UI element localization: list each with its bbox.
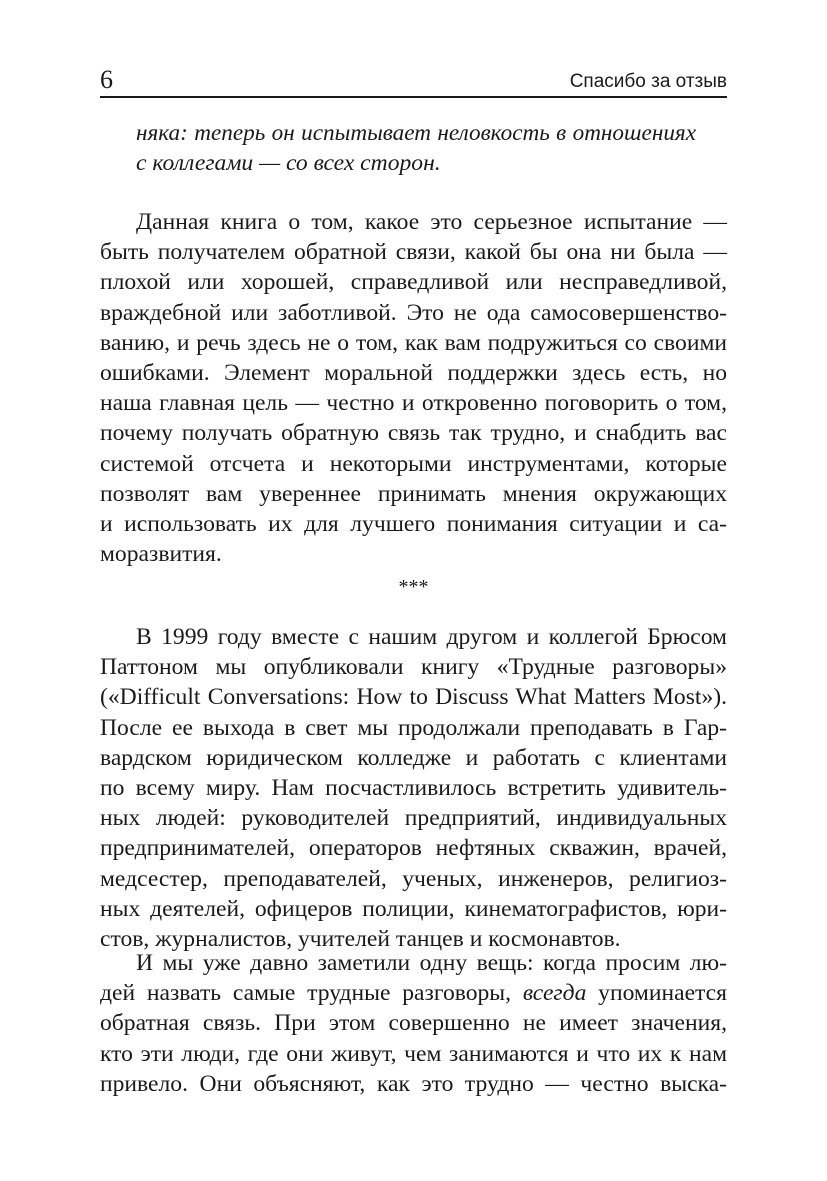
- text-line: моразвития.: [100, 541, 222, 568]
- text-line: почему получать обратную связь так трудно, и снабдить вас: [100, 420, 727, 447]
- text-line: стов, журналистов, учителей танцев и космонавтов.: [100, 925, 621, 952]
- text-line: кто эти люди, где они живут, чем занимаются и что их к нам: [100, 1040, 727, 1067]
- text-line: с коллегами — со всех сторон.: [136, 150, 441, 177]
- quote-block: [136, 118, 696, 178]
- text-line: привело. Они объясняют, как это трудно — честно выска-: [100, 1070, 727, 1097]
- paragraph-book-purpose: [100, 207, 727, 569]
- text-fragment: упоминается: [586, 980, 727, 1007]
- text-line: ванию, и речь здесь не о том, как вам подружиться со своими: [100, 329, 727, 356]
- text-line: системой отсчета и некоторыми инструментами, которые: [100, 450, 727, 477]
- text-line: медсестер, преподавателей, ученых, инженеров, религиоз-: [100, 865, 727, 892]
- text-line: («Difficult Conversations: How to Discuss What Matters Most»).: [100, 684, 727, 711]
- text-line-with-emphasis: [100, 978, 727, 1008]
- text-line: предпринимателей, операторов нефтяных скважин, врачей,: [100, 835, 727, 862]
- page-number: 6: [100, 65, 113, 94]
- text-line: Данная книга о том, какое это серьезное испытание —: [136, 209, 727, 235]
- emphasis-word: всегда: [522, 980, 587, 1007]
- paragraph-observation: [100, 948, 727, 1099]
- text-line: враждебной или заботливой. Это не ода самосовершенство-: [100, 299, 727, 326]
- section-divider: ***: [398, 576, 429, 598]
- text-fragment: дей назвать самые трудные разговоры,: [100, 980, 523, 1007]
- text-line: Паттоном мы опубликовали книгу «Трудные разговоры»: [100, 654, 727, 681]
- text-line: И мы уже давно заметили одну вещь: когда просим лю-: [136, 950, 727, 976]
- text-line: наша главная цель — честно и откровенно поговорить о том,: [100, 390, 727, 417]
- text-line: ных деятелей, офицеров полиции, кинематографистов, юри-: [100, 895, 727, 922]
- text-line: быть получателем обратной связи, какой бы она ни была —: [100, 239, 727, 266]
- running-title: Спасибо за отзыв: [569, 71, 727, 92]
- text-line: вардском юридическом колледже и работать с клиентами: [100, 744, 727, 771]
- running-head: [100, 66, 727, 98]
- text-line: ных людей: руководителей предприятий, индивидуальных: [100, 805, 727, 832]
- text-line: После ее выхода в свет мы продолжали преподавать в Гар-: [100, 714, 727, 741]
- text-line: В 1999 году вместе с нашим другом и коллегой Брюсом: [136, 624, 727, 650]
- text-line: няка: теперь он испытывает неловкость в отношениях: [136, 120, 696, 146]
- text-line: позволят вам увереннее принимать мнения окружающих: [100, 480, 727, 507]
- paragraph-history: [100, 622, 727, 954]
- text-line: обратная связь. При этом совершенно не имеет значения,: [100, 1010, 727, 1037]
- text-line: плохой или хорошей, справедливой или несправедливой,: [100, 269, 727, 296]
- text-line: по всему миру. Нам посчастливилось встретить удивитель-: [100, 774, 727, 801]
- text-line: и использовать их для лучшего понимания ситуации и са-: [100, 510, 727, 537]
- text-line: ошибками. Элемент моральной поддержки здесь есть, но: [100, 359, 727, 386]
